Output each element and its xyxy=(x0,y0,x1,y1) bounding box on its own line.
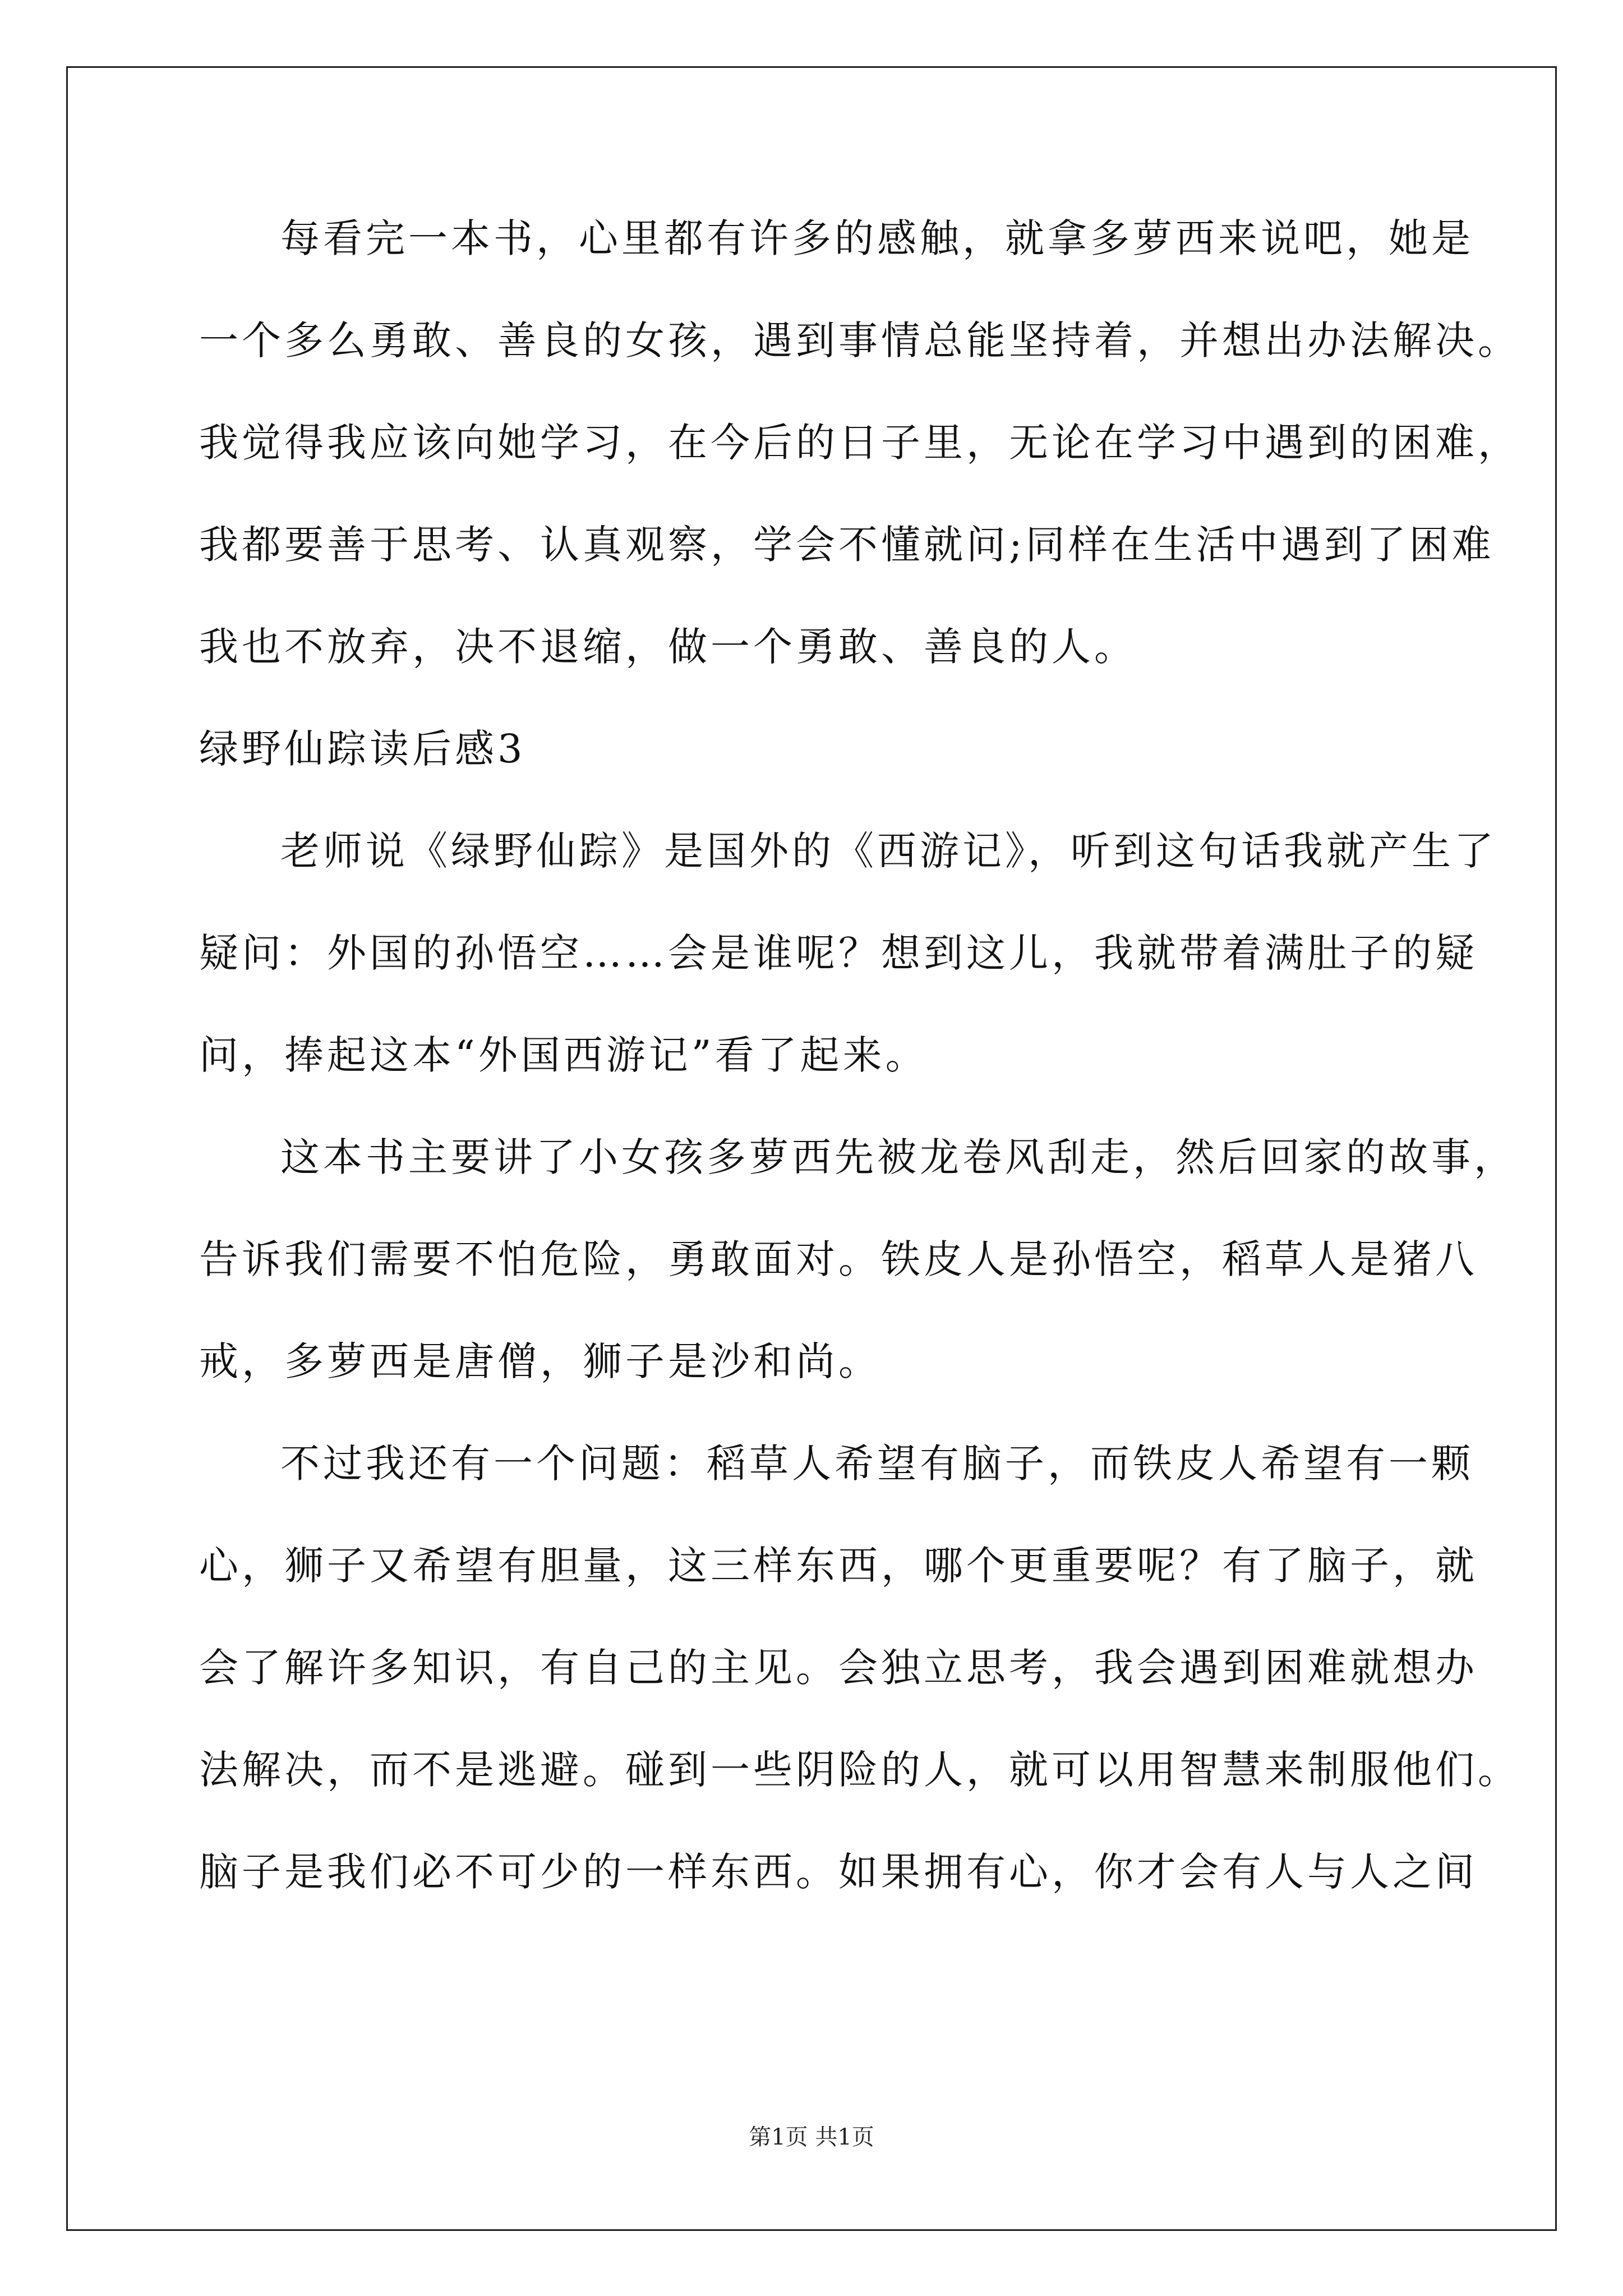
paragraph-line: 不过我还有一个问题：稻草人希望有脑子，而铁皮人希望有一颗 xyxy=(280,1441,1474,1487)
page-number: 第1页 共1页 xyxy=(749,2124,874,2150)
paragraph-line: 这本书主要讲了小女孩多萝西先被龙卷风刮走，然后回家的故事， xyxy=(280,1134,1516,1180)
paragraph-line: 会了解许多知识，有自己的主见。会独立思考，我会遇到困难就想办 xyxy=(199,1645,1478,1691)
paragraph-line: 我也不放弃，决不退缩，做一个勇敢、善良的人。 xyxy=(199,624,1137,670)
paragraph-line: 法解决，而不是逃避。碰到一些阴险的人，就可以用智慧来制服他们。 xyxy=(199,1747,1520,1793)
paragraph-line: 每看完一本书，心里都有许多的感触，就拿多萝西来说吧，她是 xyxy=(280,215,1474,261)
paragraph-line: 问，捧起这本“外国西游记”看了起来。 xyxy=(199,1032,928,1078)
paragraph-line: 老师说《绿野仙踪》是国外的《西游记》，听到这句话我就产生了 xyxy=(280,828,1497,874)
paragraph-line: 疑问：外国的孙悟空……会是谁呢？想到这儿，我就带着满肚子的疑 xyxy=(199,930,1478,976)
paragraph-line: 一个多么勇敢、善良的女孩，遇到事情总能坚持着，并想出办法解决。 xyxy=(199,318,1520,364)
paragraph-line: 我觉得我应该向她学习，在今后的日子里，无论在学习中遇到的困难， xyxy=(199,420,1520,466)
paragraph-line: 我都要善于思考、认真观察，学会不懂就问;同样在生活中遇到了困难 xyxy=(199,522,1495,568)
paragraph-line: 戒，多萝西是唐僧，狮子是沙和尚。 xyxy=(199,1338,881,1384)
paragraph-line: 心，狮子又希望有胆量，这三样东西，哪个更重要呢？有了脑子，就 xyxy=(199,1543,1478,1589)
paragraph-line: 脑子是我们必不可少的一样东西。如果拥有心，你才会有人与人之间 xyxy=(199,1849,1478,1895)
section-heading: 绿野仙踪读后感3 xyxy=(199,726,526,772)
paragraph-line: 告诉我们需要不怕危险，勇敢面对。铁皮人是孙悟空，稻草人是猪八 xyxy=(199,1236,1478,1282)
